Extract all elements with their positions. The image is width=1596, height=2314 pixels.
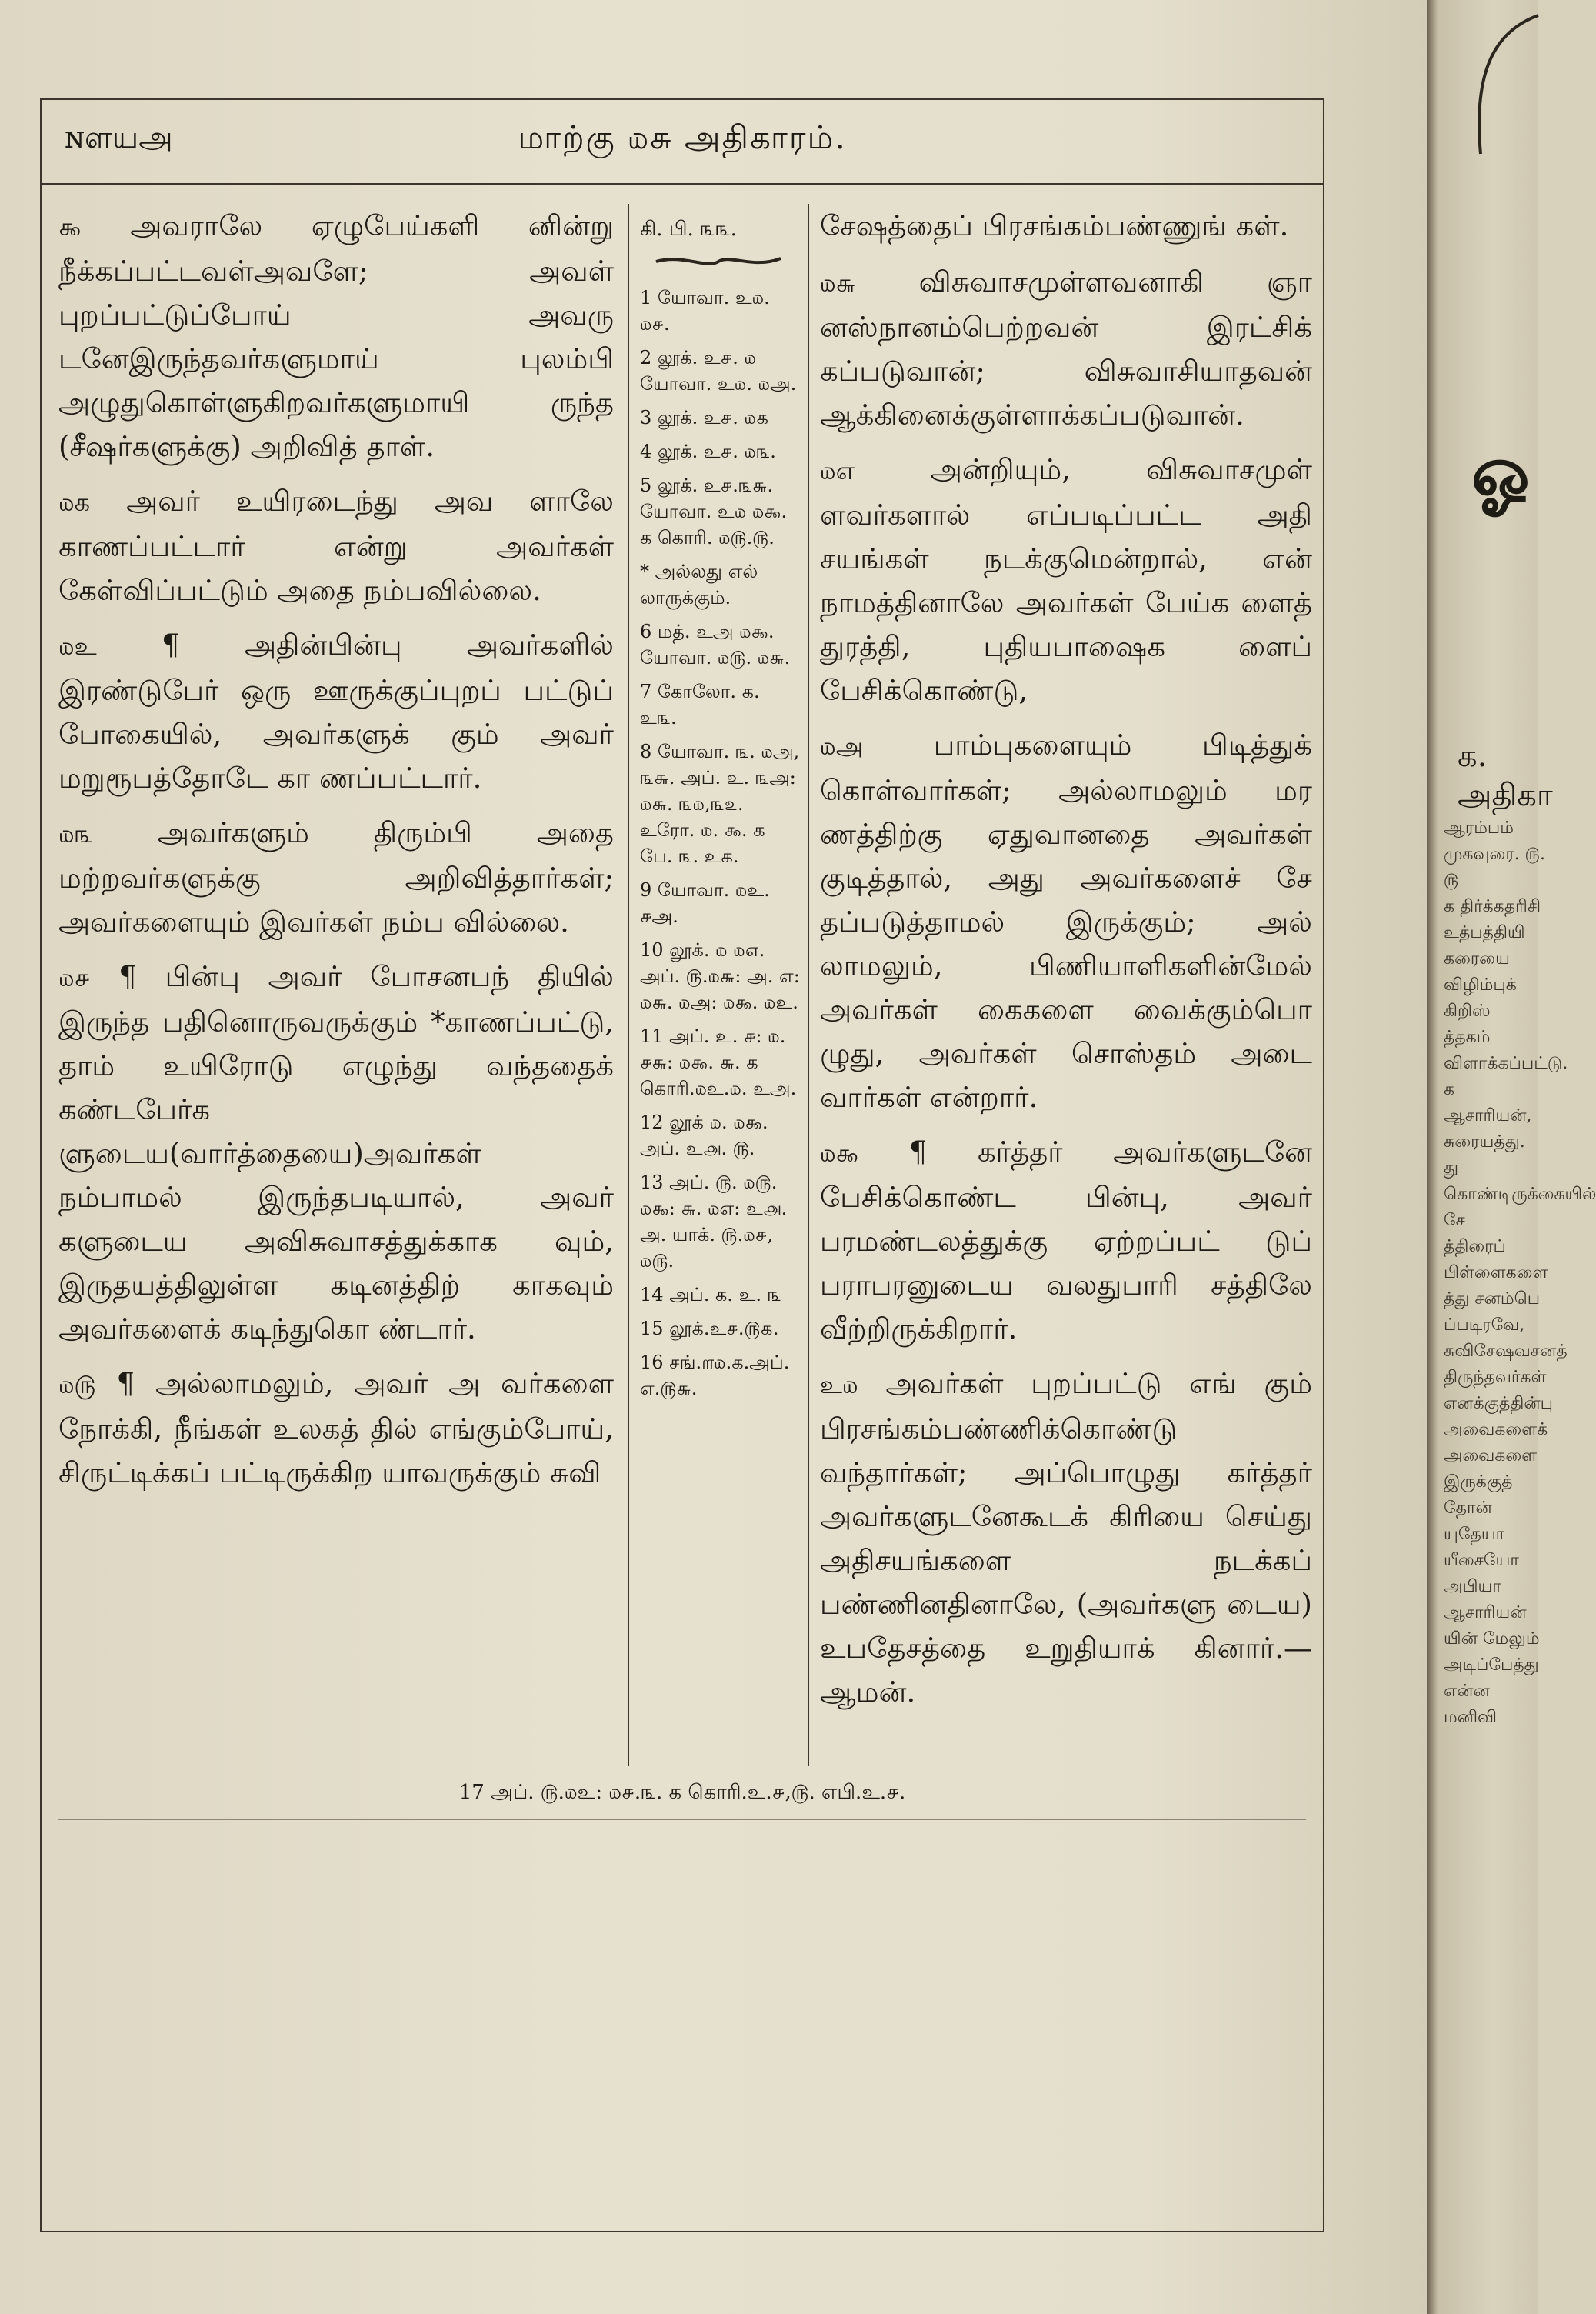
page-frame <box>40 98 1324 2232</box>
chapter-initial: ஓ <box>1471 431 1530 512</box>
adjacent-page-line: திருந்தவர்கள் <box>1444 1368 1547 1387</box>
verse-number: ௰அ <box>820 732 864 761</box>
verse-number: ௰௬ <box>820 268 856 298</box>
left-text-column <box>58 204 614 1505</box>
verse-number: ௰௯ <box>820 1139 859 1168</box>
verse-text: பாம்புகளையும் பிடித்துக் கொள்வார்கள்; அல்லாமலும் மர ணத்திற்கு ஏதுவானதை அவர்கள் குடித்தால், அது அவர்களைச் சே தப்படுத்தாமல் இருக்கும்; அல் லாமலும், பிணியாளிகளின்மேல் அவர்கள் கைகளை வைக்கும்பொ ழுது, அவர்கள் சொஸ்தம் அடை வார்கள் என்றார். <box>820 729 1312 1114</box>
verse-text: சேஷத்தைப் பிரசங்கம்பண்ணுங் கள். <box>820 209 1289 242</box>
cross-reference: 15 லூக்.உ௪.௫௧. <box>640 1318 779 1339</box>
adjacent-page-text <box>1444 815 1596 1731</box>
adjacent-page-line: இருக்குத் தோன் <box>1444 1472 1513 1518</box>
running-title: மாற்கு ௰சு அதிகாரம். <box>518 118 847 156</box>
chapter-heading: க. அதிகா <box>1458 739 1553 813</box>
verse-paragraph <box>820 1362 1312 1714</box>
verse-number: ௰௪ <box>58 963 91 992</box>
verse-text: ¶ கர்த்தர் அவர்களுடனே பேசிக்கொண்ட பின்பு, அவர் பரமண்டலத்துக்கு ஏற்றப்பட் டுப் பராபரனுடைய வலதுபாரி சத்திலே வீற்றிருக்கிறார். <box>820 1135 1313 1345</box>
adjacent-page-line: அவைகளை <box>1444 1446 1538 1465</box>
cross-reference-column <box>628 204 809 1766</box>
adjacent-page-line: த்திரைப் பிள்ளைகளை <box>1444 1237 1548 1282</box>
verse-number: ௰௫ <box>58 1370 96 1399</box>
verse-text: அன்றியும், விசுவாசமுள் ளவர்களால் எப்படிப்பட்ட அதி சயங்கள் நடக்குமென்றால், என் நாமத்தினாலே அவர்கள் பேய்க ளைத் துரத்தி, புதியபாஷைக ளைப் பேசிக்கொண்டு, <box>820 453 1312 707</box>
verse-text: அவர்கள் புறப்பட்டு எங் கும் பிரசங்கம்பண்ணிக்கொண்டு வந்தார்கள்; அப்பொழுது கர்த்தர் அவர்களுடனேகூடக் கிரியை செய்து அதிசயங்களை நடக்கப் பண்ணினதினாலே, (அவர்களு டைய) உபதேசத்தை உறுதியாக் கினார்.—ஆமன். <box>820 1367 1312 1709</box>
verse-paragraph <box>58 811 614 944</box>
cross-reference: 10 லூக். ௰ ௰௭. அப். ௫.௰௬: அ. எ: ௰௬. ௰அ: ௰௯. ௰உ. <box>640 939 800 1013</box>
adjacent-page-line: ஆரம்பம் முகவுரை. ௫. ௫ <box>1444 819 1545 890</box>
verse-number: ௰௩ <box>58 819 94 849</box>
verse-number: உ௰ <box>820 1370 858 1399</box>
adjacent-page-line: சுவிசேஷவசனத் <box>1444 1342 1568 1361</box>
verse-paragraph <box>820 448 1312 712</box>
verse-text: ¶ அதின்பின்பு அவர்களில் இரண்டுபேர் ஒரு ஊருக்குப்புறப் பட்டுப் போகையில், அவர்களுக் கும் அவர் மறுரூபத்தோடே கா ணப்பட்டார். <box>58 629 614 795</box>
page-header <box>42 100 1323 185</box>
cross-reference: * அல்லது எல் லாருக்கும். <box>640 561 758 609</box>
adjacent-page-line: மனிவி <box>1444 1708 1498 1727</box>
verse-paragraph <box>820 260 1312 437</box>
adjacent-page-line: அவைகளைக் <box>1444 1420 1548 1439</box>
verse-paragraph <box>820 1130 1312 1351</box>
cross-reference: 3 லூக். உ௪. ௰௧ <box>640 407 769 428</box>
verse-paragraph <box>58 479 614 612</box>
verse-number: ௰உ <box>58 632 97 661</box>
cross-reference: 12 லூக் ௰. ௰௯. அப். உ௮. ௫. <box>640 1112 768 1159</box>
adjacent-page-line: து கொண்டிருக்கையில் சே <box>1444 1159 1596 1230</box>
adjacent-page-line: அபியா <box>1444 1577 1501 1596</box>
adjacent-page-line: யீசையோ <box>1444 1551 1519 1570</box>
verse-text: அவர்களும் திரும்பி அதை மற்றவர்களுக்கு அறிவித்தார்கள்; அவர்களையும் இவர்கள் நம்ப வில்லை. <box>58 816 614 939</box>
verse-text: ¶ பின்பு அவர் போசனபந் தியில் இருந்த பதினொருவருக்கும் *காணப்பட்டு, தாம் உயிரோடு எழுந்து வந்ததைக் கண்டபேர்க ளுடைய(வார்த்தையை)அவர்கள் நம்பாமல் இருந்தபடியால், அவர் களுடைய அவிசுவாசத்துக்காக வும், இருதயத்திலுள்ள கடினத்திற் காகவும் அவர்களைக் கடிந்துகொ ண்டார். <box>58 960 614 1345</box>
cross-reference: 6 மத். உஅ ௰௯. யோவா. ௰௫. ௰௬. <box>640 621 791 669</box>
right-text-column <box>820 204 1312 1725</box>
adjacent-page-line: த்து சனம்பெ <box>1444 1289 1541 1309</box>
adjacent-page-line: ஆசாரியன் <box>1444 1603 1527 1622</box>
page-number: ɴளயஅ <box>65 120 173 155</box>
verse-text: விசுவாசமுள்ளவனாகி ஞா னஸ்நானம்பெற்றவன் இரட்சிக் கப்படுவான்; விசுவாசியாதவன் ஆக்கினைக்குள்ளாக்கப்படுவான். <box>820 265 1313 432</box>
cross-reference: 16 சங்.௱௰.க.அப். எ.௫௬. <box>640 1352 790 1399</box>
adjacent-page-line: யுதேயா <box>1444 1525 1505 1544</box>
cross-reference: 1 யோவா. உ௰. ௰௪. <box>640 287 770 335</box>
verse-paragraph <box>58 204 614 468</box>
decorative-curve <box>1427 0 1538 154</box>
adjacent-page-line: எனக்குத்தின்பு <box>1444 1394 1554 1413</box>
adjacent-page-line: த்தகம் விளாக்கப்பட்டு. க <box>1444 1028 1568 1099</box>
verse-number: ௰எ <box>820 456 855 485</box>
cross-reference: 5 லூக். உ௪.௩௬. யோவா. உ௰ ௰௯. க கொரி. ௰௫.௫. <box>640 475 788 548</box>
verse-paragraph <box>820 723 1312 1119</box>
adjacent-page-line: அடிப்பேத்து என்ன <box>1444 1655 1539 1701</box>
cross-reference: 11 அப். உ. ௪: ௰. ௪௬: ௰௯. ௬. க கொரி.௰உ.௰. உஅ. <box>640 1025 797 1099</box>
date-heading: கி. பி. ௩௩. <box>640 218 737 241</box>
adjacent-page-line: க திர்க்கதரிசி உத்பத்தியி <box>1444 897 1541 942</box>
footnote-reference: 17 அப். ௫.௰உ: ௰௪.௩. க கொரி.உ.௪,௫. எபி.உ.௪. <box>458 1781 906 1804</box>
cross-reference: 8 யோவா. ௩. ௰அ, ௩௬. அப். உ. ௩அ: ௰௬. ௩௰,௩௨. உரோ. ௰. ௯. க பே. ௩. உக. <box>640 741 800 867</box>
adjacent-page-line: கரையை விழிம்புக் கிறிஸ் <box>1444 949 1517 1021</box>
verse-number: ௯ <box>58 212 82 242</box>
adjacent-page-line: ப்படிரவே, <box>1444 1315 1525 1335</box>
cross-reference: 7 கோலோ. க. உ௩. <box>640 681 760 729</box>
verse-paragraph <box>58 1362 614 1495</box>
cross-reference: 14 அப். க. உ. ௩ <box>640 1284 781 1305</box>
cross-reference: 9 யோவா. ௰உ. ௪அ. <box>640 879 770 927</box>
ornament-swash <box>653 252 784 269</box>
verse-text: அவர் உயிரடைந்து அவ ளாலே காணப்பட்டார் என்று அவர்கள் கேள்விப்பட்டும் அதை நம்பவில்லை. <box>58 485 614 607</box>
adjacent-page-line: யின் மேலும் <box>1444 1629 1540 1649</box>
cross-reference: 4 லூக். உ௪. ௰௩. <box>640 441 776 462</box>
cross-reference: 2 லூக். உ௪. ௰ யோவா. உ௰. ௰அ. <box>640 347 797 395</box>
cross-reference: 13 அப். ௫. ௰௫. ௰௯: ௬. ௰எ: உ௮. அ. யாக். ௫.௰௪, ௰௫. <box>640 1172 788 1272</box>
verse-paragraph <box>58 623 614 800</box>
adjacent-page-line: ஆசாரியன், சுரையத்து. <box>1444 1106 1532 1152</box>
verse-text: ¶ அல்லாமலும், அவர் அ வர்களை நோக்கி, நீங்கள் உலகத் தில் எங்கும்போய், சிருட்டிக்கப் பட்டிருக்கிற யாவருக்கும் சுவி <box>58 1367 614 1489</box>
footer-rule <box>58 1819 1306 1820</box>
verse-text: அவராலே ஏழுபேய்களி னின்று நீக்கப்பட்டவள்அவளே; அவள் புறப்பட்டுப்போய் அவரு டனேஇருந்தவர்களுமாய் புலம்பி அழுதுகொள்ளுகிறவர்களுமாயி ருந்த (சீஷர்களுக்கு) அறிவித் தாள். <box>58 209 614 463</box>
verse-number: ௰க <box>58 488 91 517</box>
adjacent-page-edge <box>1427 0 1596 2314</box>
verse-paragraph <box>58 955 614 1351</box>
verse-paragraph <box>820 204 1312 249</box>
